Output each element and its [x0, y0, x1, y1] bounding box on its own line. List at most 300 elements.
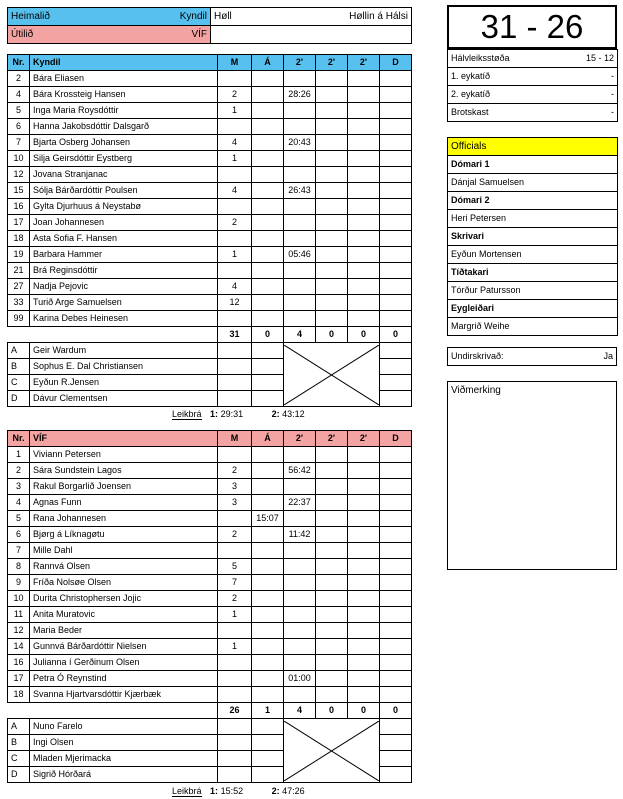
venue-short: Høll: [214, 11, 232, 22]
total-t1: 4: [284, 703, 316, 719]
player-a: [252, 607, 284, 623]
player-t1: [284, 151, 316, 167]
player-a: [252, 671, 284, 687]
timekeeper-label: Tíðtakari: [448, 264, 618, 282]
cross-icon: [284, 721, 379, 781]
overtime1-label: 1. eykatíð: [451, 71, 491, 81]
player-d: [380, 655, 412, 671]
player-m: 4: [218, 183, 252, 199]
col-2min-2: 2': [316, 55, 348, 71]
overtime1-score: -: [611, 71, 614, 81]
player-m: 3: [218, 479, 252, 495]
player-row: [8, 591, 412, 607]
player-number: 7: [8, 543, 30, 559]
player-number: 12: [8, 623, 30, 639]
player-m: 2: [218, 591, 252, 607]
staff-cell: [380, 751, 412, 767]
player-t2: [316, 87, 348, 103]
player-m: 5: [218, 559, 252, 575]
player-d: [380, 559, 412, 575]
player-number: 5: [8, 103, 30, 119]
player-d: [380, 71, 412, 87]
player-a: [252, 591, 284, 607]
player-m: 2: [218, 87, 252, 103]
halftime-score: 15 - 12: [585, 53, 614, 63]
scorekeeper-label: Skrivari: [448, 228, 618, 246]
timeout-label: Leikbrá: [172, 409, 202, 419]
player-d: [380, 135, 412, 151]
total-a: 0: [252, 327, 284, 343]
player-t2: [316, 479, 348, 495]
player-t3: [348, 119, 380, 135]
player-number: 99: [8, 311, 30, 327]
player-number: 16: [8, 655, 30, 671]
player-t3: [348, 151, 380, 167]
player-d: [380, 263, 412, 279]
player-a: [252, 623, 284, 639]
player-m: [218, 623, 252, 639]
player-t3: [348, 215, 380, 231]
player-row: [8, 447, 412, 463]
staff-cell: [218, 343, 252, 359]
player-d: [380, 87, 412, 103]
totals-row: [8, 327, 412, 343]
player-t1: [284, 607, 316, 623]
player-number: 2: [8, 463, 30, 479]
player-a: [252, 447, 284, 463]
player-name: Joan Johannesen: [30, 215, 218, 231]
player-a: 15:07: [252, 511, 284, 527]
player-d: [380, 671, 412, 687]
player-t2: [316, 279, 348, 295]
player-m: 1: [218, 607, 252, 623]
delegate-label: Eygleiðari: [448, 300, 618, 318]
player-t2: [316, 623, 348, 639]
player-a: [252, 199, 284, 215]
col-nr: Nr.: [8, 431, 30, 447]
staff-id: B: [8, 359, 30, 375]
player-name: Durita Christophersen Jojic: [30, 591, 218, 607]
match-header: [7, 7, 412, 44]
penalties-row: [448, 104, 618, 122]
staff-cell: [218, 391, 252, 407]
player-name: Nadja Pejovic: [30, 279, 218, 295]
player-t2: [316, 511, 348, 527]
signed-box: [447, 347, 617, 366]
player-row: [8, 103, 412, 119]
player-number: 1: [8, 447, 30, 463]
player-a: [252, 183, 284, 199]
player-d: [380, 119, 412, 135]
player-t3: [348, 311, 380, 327]
player-row: [8, 87, 412, 103]
total-t2: 0: [316, 703, 348, 719]
player-d: [380, 215, 412, 231]
staff-cell: [380, 719, 412, 735]
player-t3: [348, 463, 380, 479]
staff-cell: [380, 375, 412, 391]
home-team-cell: [8, 8, 211, 26]
timeout-1-value: 15:52: [220, 786, 244, 796]
col-2min-2: 2': [316, 431, 348, 447]
player-number: 2: [8, 71, 30, 87]
player-t1: [284, 447, 316, 463]
col-2min-1: 2': [284, 55, 316, 71]
player-d: [380, 199, 412, 215]
staff-cell: [218, 375, 252, 391]
player-t2: [316, 263, 348, 279]
away-label: Útilið: [11, 29, 34, 40]
signed-label: Undirskrivað:: [451, 351, 504, 361]
staff-cell: [380, 359, 412, 375]
staff-cell: [252, 343, 284, 359]
col-2min-3: 2': [348, 55, 380, 71]
player-t3: [348, 247, 380, 263]
col-d: D: [380, 55, 412, 71]
player-row: [8, 199, 412, 215]
player-a: [252, 247, 284, 263]
player-t1: [284, 639, 316, 655]
player-number: 33: [8, 295, 30, 311]
player-number: 10: [8, 151, 30, 167]
away-team-cell: [8, 26, 211, 44]
player-t1: [284, 231, 316, 247]
player-name: Svanna Hjartvarsdóttir Kjærbæk: [30, 687, 218, 703]
player-a: [252, 687, 284, 703]
player-a: [252, 655, 284, 671]
player-row: [8, 71, 412, 87]
player-number: 4: [8, 87, 30, 103]
player-t1: [284, 655, 316, 671]
player-a: [252, 135, 284, 151]
player-number: 16: [8, 199, 30, 215]
player-m: 1: [218, 151, 252, 167]
player-d: [380, 607, 412, 623]
player-name: Sólja Bárðardóttir Poulsen: [30, 183, 218, 199]
player-d: [380, 311, 412, 327]
player-row: [8, 151, 412, 167]
player-t1: 11:42: [284, 527, 316, 543]
player-t2: [316, 639, 348, 655]
staff-cell: [218, 359, 252, 375]
staff-cell: [218, 767, 252, 783]
player-t2: [316, 151, 348, 167]
player-t1: [284, 295, 316, 311]
player-row: [8, 607, 412, 623]
player-t3: [348, 671, 380, 687]
player-t2: [316, 463, 348, 479]
player-m: [218, 543, 252, 559]
venue-name: Høllin á Hálsi: [349, 11, 408, 22]
final-score: 31 - 26: [480, 8, 584, 45]
player-t2: [316, 495, 348, 511]
player-t3: [348, 575, 380, 591]
player-t1: [284, 119, 316, 135]
player-name: Fríða Nolsøe Olsen: [30, 575, 218, 591]
player-a: [252, 87, 284, 103]
timeout-2-label: 2:: [271, 786, 280, 796]
staff-cell: [252, 751, 284, 767]
player-row: [8, 511, 412, 527]
overtime1-row: [448, 68, 618, 86]
cross-icon: [284, 345, 379, 405]
player-d: [380, 511, 412, 527]
player-name: Rannvá Olsen: [30, 559, 218, 575]
player-t1: 20:43: [284, 135, 316, 151]
staff-cell: [380, 767, 412, 783]
remarks-box: [447, 381, 617, 570]
referee1-label: Dómari 1: [448, 156, 618, 174]
timeout-1-value: 29:31: [220, 409, 244, 419]
player-name: Inga Maria Roysdóttir: [30, 103, 218, 119]
player-d: [380, 479, 412, 495]
player-number: 21: [8, 263, 30, 279]
player-row: [8, 247, 412, 263]
player-m: 12: [218, 295, 252, 311]
referee2-name: Heri Petersen: [448, 210, 618, 228]
player-a: [252, 495, 284, 511]
player-a: [252, 119, 284, 135]
player-name: Gylta Djurhuus á Neystabø: [30, 199, 218, 215]
player-number: 14: [8, 639, 30, 655]
player-name: Rana Johannesen: [30, 511, 218, 527]
player-t1: [284, 71, 316, 87]
player-a: [252, 151, 284, 167]
player-number: 12: [8, 167, 30, 183]
player-a: [252, 71, 284, 87]
total-t1: 4: [284, 327, 316, 343]
player-row: [8, 655, 412, 671]
player-m: [218, 71, 252, 87]
player-name: Maria Beder: [30, 623, 218, 639]
total-a: 1: [252, 703, 284, 719]
player-t3: [348, 295, 380, 311]
blank-cell: [8, 327, 30, 343]
crossed-out-area: [284, 719, 380, 783]
staff-name: Ingi Olsen: [30, 735, 218, 751]
score-box: [447, 5, 617, 49]
player-t3: [348, 279, 380, 295]
remarks-label: Viðmerking: [451, 385, 501, 396]
player-m: [218, 655, 252, 671]
player-number: 6: [8, 119, 30, 135]
player-d: [380, 103, 412, 119]
staff-cell: [218, 735, 252, 751]
player-m: 1: [218, 247, 252, 263]
timeout-2-value: 43:12: [282, 409, 305, 419]
halftime-row: [448, 50, 618, 68]
player-t2: [316, 575, 348, 591]
player-t1: [284, 591, 316, 607]
player-t2: [316, 295, 348, 311]
officials-table: [447, 137, 618, 336]
player-row: [8, 687, 412, 703]
player-name: Julianna í Gerðinum Olsen: [30, 655, 218, 671]
player-number: 18: [8, 231, 30, 247]
player-number: 27: [8, 279, 30, 295]
officials-title: Officials: [448, 138, 618, 156]
player-row: [8, 119, 412, 135]
player-t1: 01:00: [284, 671, 316, 687]
player-a: [252, 527, 284, 543]
player-m: 1: [218, 103, 252, 119]
player-t1: [284, 263, 316, 279]
player-m: [218, 119, 252, 135]
player-t2: [316, 215, 348, 231]
player-name: Jovana Stranjanac: [30, 167, 218, 183]
player-number: 8: [8, 559, 30, 575]
staff-name: Sophus E. Dal Christiansen: [30, 359, 218, 375]
player-t3: [348, 527, 380, 543]
player-t3: [348, 167, 380, 183]
empty-cell: [211, 26, 412, 44]
staff-cell: [218, 751, 252, 767]
player-number: 5: [8, 511, 30, 527]
player-t3: [348, 479, 380, 495]
timeout-1-label: 1:: [210, 409, 219, 419]
venue-cell: [211, 8, 412, 26]
overtime2-row: [448, 86, 618, 104]
player-t3: [348, 135, 380, 151]
player-a: [252, 543, 284, 559]
player-d: [380, 247, 412, 263]
player-t1: [284, 543, 316, 559]
player-t1: 05:46: [284, 247, 316, 263]
player-row: [8, 463, 412, 479]
player-t2: [316, 199, 348, 215]
player-t2: [316, 671, 348, 687]
player-number: 9: [8, 575, 30, 591]
player-t3: [348, 623, 380, 639]
player-name: Petra Ó Reynstind: [30, 671, 218, 687]
away-header-row: [8, 431, 412, 447]
col-nr: Nr.: [8, 55, 30, 71]
player-row: [8, 671, 412, 687]
player-number: 3: [8, 479, 30, 495]
player-name: Gunnvá Bárðardóttir Nielsen: [30, 639, 218, 655]
halftime-label: Hálvleiksstøða: [451, 53, 510, 63]
home-team-name: Kyndil: [179, 11, 207, 22]
player-row: [8, 279, 412, 295]
timekeeper-name: Tórður Patursson: [448, 282, 618, 300]
player-number: 15: [8, 183, 30, 199]
player-t3: [348, 559, 380, 575]
player-m: [218, 199, 252, 215]
timeout-2-label: 2:: [271, 409, 280, 419]
player-name: Sára Sundstein Lagos: [30, 463, 218, 479]
total-d: 0: [380, 327, 412, 343]
player-row: [8, 263, 412, 279]
home-roster-table: [7, 54, 412, 407]
total-d: 0: [380, 703, 412, 719]
staff-id: B: [8, 735, 30, 751]
staff-id: C: [8, 751, 30, 767]
player-row: [8, 639, 412, 655]
player-d: [380, 151, 412, 167]
home-header-row: [8, 55, 412, 71]
player-name: Turið Arge Samuelsen: [30, 295, 218, 311]
player-t2: [316, 167, 348, 183]
player-t2: [316, 543, 348, 559]
player-t1: [284, 199, 316, 215]
player-t3: [348, 231, 380, 247]
player-d: [380, 183, 412, 199]
player-d: [380, 687, 412, 703]
player-d: [380, 447, 412, 463]
scorekeeper-name: Eyðun Mortensen: [448, 246, 618, 264]
player-t1: 26:43: [284, 183, 316, 199]
player-m: [218, 511, 252, 527]
player-m: [218, 167, 252, 183]
signed-value: Ja: [603, 351, 613, 361]
blank-cell: [8, 703, 30, 719]
staff-cell: [380, 391, 412, 407]
player-d: [380, 527, 412, 543]
player-t2: [316, 447, 348, 463]
player-d: [380, 543, 412, 559]
player-t1: [284, 311, 316, 327]
player-name: Anita Muratovic: [30, 607, 218, 623]
staff-row: [8, 719, 412, 735]
player-m: 2: [218, 215, 252, 231]
player-t3: [348, 183, 380, 199]
player-d: [380, 279, 412, 295]
player-t1: [284, 279, 316, 295]
staff-id: A: [8, 719, 30, 735]
player-d: [380, 167, 412, 183]
player-name: Bjørg á Líknagøtu: [30, 527, 218, 543]
player-d: [380, 231, 412, 247]
player-row: [8, 575, 412, 591]
player-name: Silja Geirsdóttir Eystberg: [30, 151, 218, 167]
col-team-name: VÍF: [30, 431, 218, 447]
crossed-out-area: [284, 343, 380, 407]
player-a: [252, 295, 284, 311]
staff-cell: [218, 719, 252, 735]
col-2min-3: 2': [348, 431, 380, 447]
total-m: 31: [218, 327, 252, 343]
player-t2: [316, 71, 348, 87]
player-t2: [316, 103, 348, 119]
player-t2: [316, 311, 348, 327]
staff-id: C: [8, 375, 30, 391]
player-d: [380, 639, 412, 655]
overtime2-score: -: [611, 89, 614, 99]
player-d: [380, 591, 412, 607]
player-a: [252, 215, 284, 231]
staff-name: Nuno Farelo: [30, 719, 218, 735]
player-name: Karina Debes Heinesen: [30, 311, 218, 327]
player-t3: [348, 71, 380, 87]
player-number: 6: [8, 527, 30, 543]
staff-name: Eyðun R.Jensen: [30, 375, 218, 391]
overtime2-label: 2. eykatíð: [451, 89, 491, 99]
staff-id: D: [8, 391, 30, 407]
player-t3: [348, 199, 380, 215]
player-name: Bára Eliasen: [30, 71, 218, 87]
penalties-score: -: [611, 107, 614, 117]
score-details: [447, 49, 618, 122]
player-d: [380, 495, 412, 511]
player-t2: [316, 183, 348, 199]
total-t3: 0: [348, 703, 380, 719]
player-row: [8, 527, 412, 543]
player-a: [252, 639, 284, 655]
staff-name: Mladen Mjerimacka: [30, 751, 218, 767]
staff-cell: [252, 375, 284, 391]
timeout-2-value: 47:26: [282, 786, 305, 796]
player-m: 1: [218, 639, 252, 655]
